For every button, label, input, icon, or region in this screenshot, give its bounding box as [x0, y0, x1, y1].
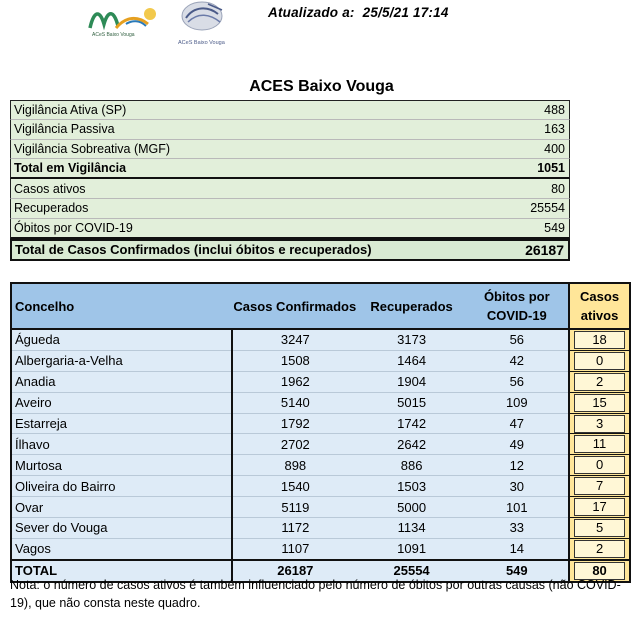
updated-value: 25/5/21 17:14: [362, 5, 449, 20]
ativos-value: 2: [574, 373, 625, 391]
ativos-cell: [569, 371, 630, 392]
summary-label: Vigilância Passiva: [14, 122, 115, 137]
ativos-cell: [569, 329, 630, 350]
total-vigilancia-row: [10, 159, 570, 179]
aces-logo: [86, 2, 166, 40]
casos-group: [10, 179, 570, 238]
ativos-cell: [569, 455, 630, 476]
ativos-cell: [569, 413, 630, 434]
summary-label: Óbitos por COVID-19: [14, 220, 133, 235]
table-row: [11, 476, 630, 497]
confirmados-cell: 1508: [232, 350, 358, 371]
confirmados-cell: 898: [232, 455, 358, 476]
recuperados-cell: 1464: [358, 350, 466, 371]
confirmados-cell: 1172: [232, 518, 358, 539]
header-ativos: [569, 283, 630, 329]
table-row: [11, 455, 630, 476]
header-ativos-line1: Casos: [580, 289, 620, 304]
summary-value: 26187: [525, 241, 564, 258]
concelho-cell: Vagos: [11, 538, 232, 559]
ativos-value: 80: [574, 562, 625, 580]
table-row: [11, 518, 630, 539]
obitos-cell: 33: [466, 518, 570, 539]
obitos-cell: 30: [466, 476, 570, 497]
page-title: ACES Baixo Vouga: [249, 78, 394, 95]
summary-label: Vigilância Sobreativa (MGF): [14, 141, 171, 156]
confirmados-cell: 1540: [232, 476, 358, 497]
ativos-value: 2: [574, 540, 625, 558]
table-row: [11, 434, 630, 455]
footnote: Nota: o número de casos ativos é também influenciado pelo número de óbitos por outras causas (não COVID-19), que não consta neste quadro.: [10, 578, 621, 610]
summary-row: [10, 199, 570, 219]
table-row: [11, 350, 630, 371]
recuperados-cell: 1134: [358, 518, 466, 539]
obitos-cell: 109: [466, 392, 570, 413]
table-body: [11, 329, 630, 582]
aces-logo-graphic: [86, 2, 166, 40]
usp-logo-text: ACeS Baixo Vouga: [178, 40, 225, 46]
ativos-value: 18: [574, 331, 625, 349]
summary-value: 25554: [530, 201, 565, 216]
recuperados-cell: 3173: [358, 329, 466, 350]
recuperados-cell: 1904: [358, 371, 466, 392]
confirmados-cell: 1107: [232, 538, 358, 559]
table-row: [11, 371, 630, 392]
ativos-cell: [569, 392, 630, 413]
header-recuperados: Recuperados: [358, 283, 466, 329]
summary-label: Total em Vigilância: [14, 161, 127, 176]
confirmados-cell: 5119: [232, 497, 358, 518]
concelho-cell: Ílhavo: [11, 434, 232, 455]
recuperados-cell: 5000: [358, 497, 466, 518]
obitos-cell: 49: [466, 434, 570, 455]
concelho-cell: Aveiro: [11, 392, 232, 413]
ativos-cell: [569, 538, 630, 559]
concelho-cell: Estarreja: [11, 413, 232, 434]
obitos-cell: 56: [466, 371, 570, 392]
summary-row: [10, 219, 570, 239]
confirmados-cell: 5140: [232, 392, 358, 413]
updated-label: Atualizado a:: [268, 5, 355, 20]
ativos-cell: [569, 476, 630, 497]
summary-label: Total de Casos Confirmados (inclui óbitos e recuperados): [15, 242, 372, 258]
summary-value: 1051: [537, 161, 565, 176]
concelho-cell: Albergaria-a-Velha: [11, 350, 232, 371]
table-row: [11, 392, 630, 413]
summary-value: 400: [544, 141, 565, 156]
ativos-value: 17: [574, 498, 625, 516]
recuperados-cell: 1091: [358, 538, 466, 559]
recuperados-cell: 2642: [358, 434, 466, 455]
summary-value: 163: [544, 122, 565, 137]
obitos-cell: 12: [466, 455, 570, 476]
recuperados-cell: 1742: [358, 413, 466, 434]
obitos-cell: 101: [466, 497, 570, 518]
ativos-value: 15: [574, 394, 625, 412]
summary-value: 549: [544, 220, 565, 235]
ativos-value: 0: [574, 352, 625, 370]
total-confirmados-row: [10, 239, 570, 261]
table-row: [11, 538, 630, 559]
header-confirmados: Casos Confirmados: [232, 283, 358, 329]
header-ativos-line2: ativos: [580, 308, 619, 323]
ativos-value: 0: [574, 456, 625, 474]
obitos-cell: 42: [466, 350, 570, 371]
ativos-value: 11: [574, 435, 625, 453]
obitos-cell: 14: [466, 538, 570, 559]
summary-label: Recuperados: [14, 201, 89, 216]
summary-table: [10, 100, 570, 261]
summary-row: [10, 120, 570, 140]
header-obitos: [466, 283, 570, 329]
recuperados-cell: 1503: [358, 476, 466, 497]
recuperados-cell: 5015: [358, 392, 466, 413]
obitos-cell: 56: [466, 329, 570, 350]
summary-value: 488: [544, 102, 565, 117]
ativos-value: 7: [574, 477, 625, 495]
header-concelho: Concelho: [11, 283, 232, 329]
confirmados-cell: 26187: [232, 560, 358, 582]
concelho-cell: Oliveira do Bairro: [11, 476, 232, 497]
concelho-cell: Anadia: [11, 371, 232, 392]
vigilancia-group: [10, 100, 570, 179]
concelho-table: [10, 282, 631, 583]
usp-logo: [178, 0, 238, 48]
table-header-row: [11, 283, 630, 329]
obitos-cell: 549: [466, 560, 570, 582]
obitos-cell: 47: [466, 413, 570, 434]
summary-value: 80: [551, 181, 565, 196]
ativos-cell: [569, 350, 630, 371]
header-obitos-line2: COVID-19: [486, 308, 547, 323]
summary-label: Vigilância Ativa (SP): [14, 102, 127, 117]
confirmados-cell: 3247: [232, 329, 358, 350]
usp-logo-graphic: [178, 0, 238, 48]
concelho-cell: Murtosa: [11, 455, 232, 476]
concelho-cell: Ovar: [11, 497, 232, 518]
concelho-cell: TOTAL: [11, 560, 232, 582]
concelho-cell: Sever do Vouga: [11, 518, 232, 539]
summary-row: [10, 179, 570, 199]
confirmados-cell: 2702: [232, 434, 358, 455]
summary-label: Casos ativos: [14, 181, 86, 196]
summary-row: [10, 140, 570, 160]
ativos-cell: [569, 497, 630, 518]
recuperados-cell: 25554: [358, 560, 466, 582]
ativos-cell: [569, 518, 630, 539]
table-row: [11, 329, 630, 350]
ativos-value: 5: [574, 519, 625, 537]
recuperados-cell: 886: [358, 455, 466, 476]
aces-logo-text: ACeS Baixo Vouga: [92, 32, 135, 38]
confirmados-cell: 1792: [232, 413, 358, 434]
concelho-cell: Águeda: [11, 329, 232, 350]
confirmados-cell: 1962: [232, 371, 358, 392]
ativos-cell: [569, 434, 630, 455]
table-row: [11, 413, 630, 434]
ativos-value: 3: [574, 415, 625, 433]
update-timestamp: [268, 5, 449, 20]
header-obitos-line1: Óbitos por: [483, 289, 550, 304]
table-row: [11, 497, 630, 518]
summary-row: [10, 100, 570, 120]
